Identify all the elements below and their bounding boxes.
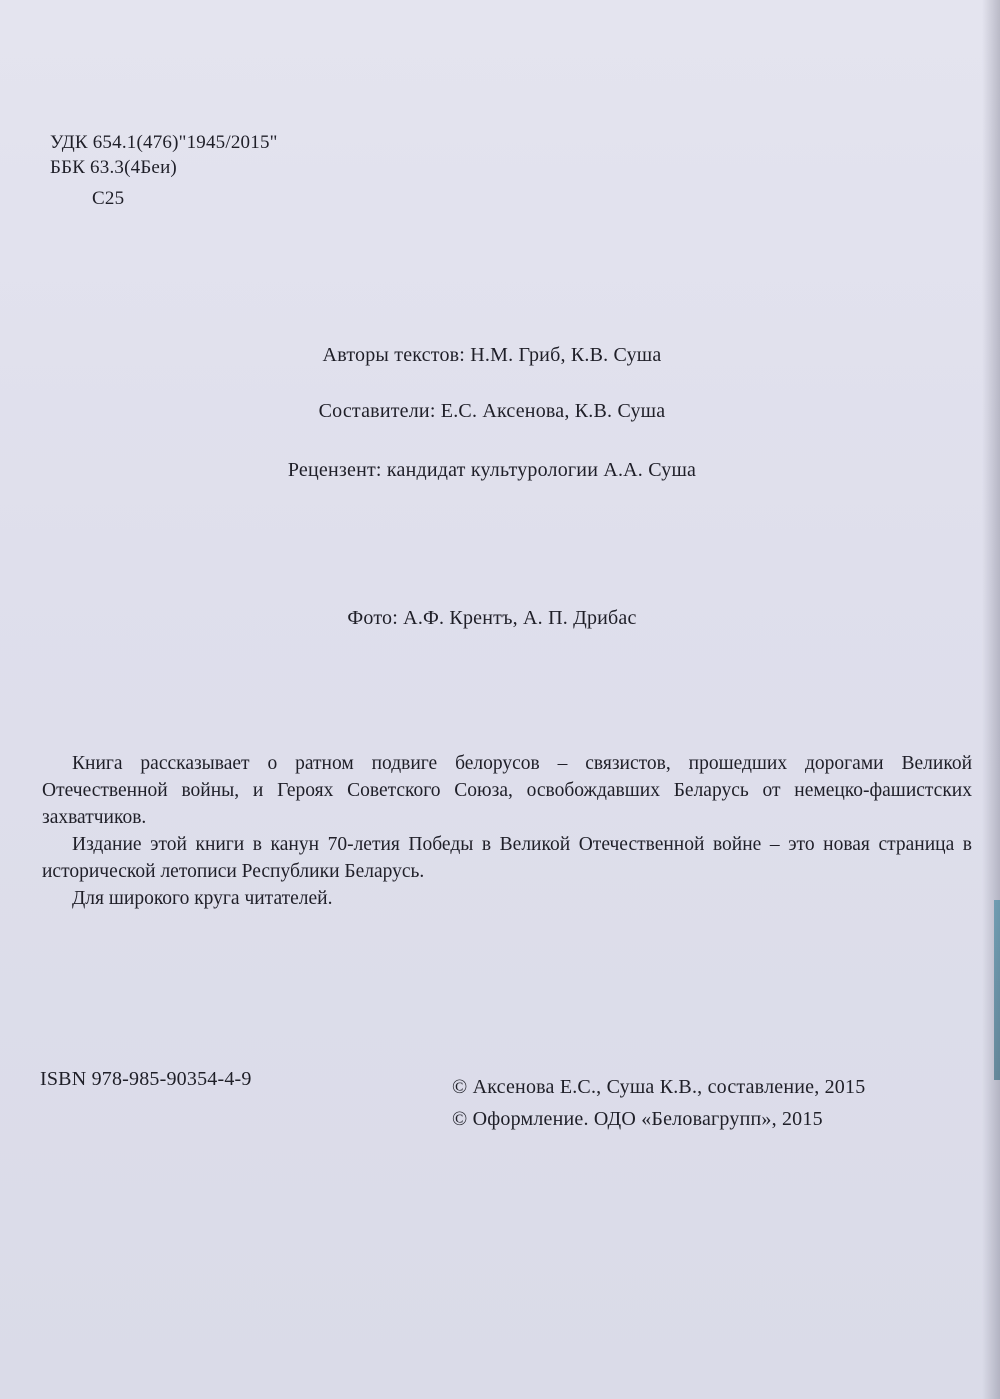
- udk-code: УДК 654.1(476)"1945/2015": [50, 132, 278, 153]
- annotation-paragraph: Для широкого круга читателей.: [72, 888, 333, 909]
- author-mark: С25: [92, 188, 125, 209]
- compilers-line: Составители: Е.С. Аксенова, К.В. Суша: [318, 400, 666, 422]
- isbn-number: ISBN 978-985-90354-4-9: [40, 1068, 252, 1090]
- cover-edge-accent: [994, 900, 1000, 1080]
- annotation-paragraph: Издание этой книги в канун 70-летия Победы в Великой Отечественной войне – это новая страница в исторической летописи Республики Беларусь.: [42, 834, 972, 882]
- page-edge-shadow: [982, 0, 1000, 1399]
- annotation-block: [42, 750, 972, 912]
- copyright-compilation: © Аксенова Е.С., Суша К.В., составление, 2015: [452, 1076, 866, 1098]
- bbk-code: ББК 63.3(4Беи): [50, 157, 177, 178]
- annotation-paragraph: Книга рассказывает о ратном подвиге белорусов – связистов, прошедших дорогами Великой Отечественной войны, и Героях Советского Союза, освобождавших Беларусь от немецко-фашистских захватчиков.: [42, 753, 972, 828]
- copyright-design: © Оформление. ОДО «Беловагрупп», 2015: [452, 1108, 823, 1130]
- authors-line: Авторы текстов: Н.М. Гриб, К.В. Суша: [322, 344, 662, 366]
- photo-credit-line: Фото: А.Ф. Крентъ, А. П. Дрибас: [347, 607, 637, 629]
- reviewer-line: Рецензент: кандидат культурологии А.А. Суша: [287, 459, 697, 481]
